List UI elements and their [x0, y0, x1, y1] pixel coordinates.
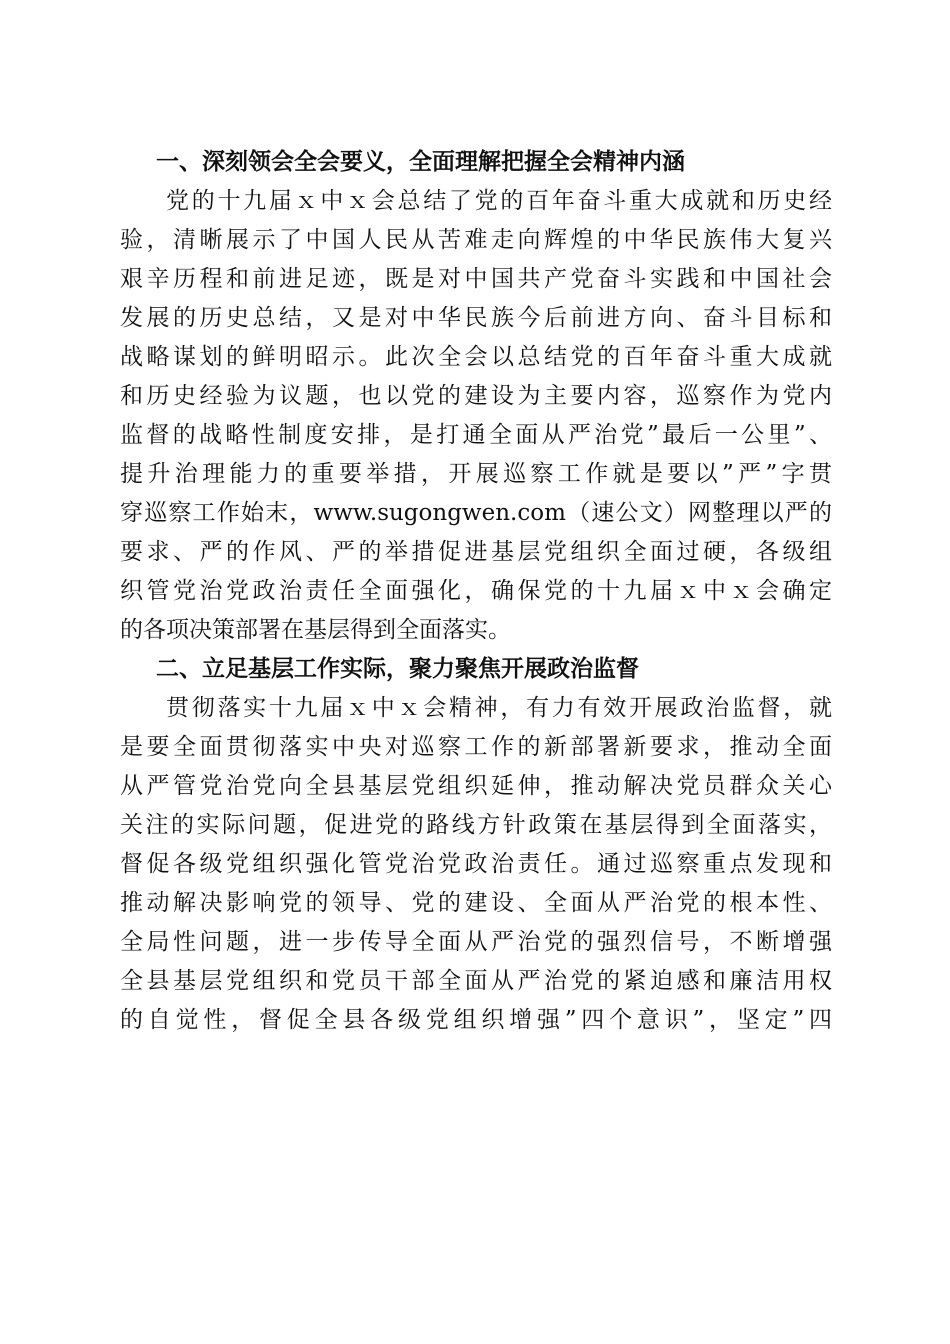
paragraph-line: 织管党治党政治责任全面强化，确保党的十九届ｘ中ｘ会确定	[120, 578, 832, 604]
paragraph-line: 要求、严的作风、严的举措促进基层党组织全面过硬，各级组	[120, 539, 832, 565]
paragraph-line: 战略谋划的鲜明昭示。此次全会以总结党的百年奋斗重大成就	[120, 344, 832, 370]
paragraph-line: 贯彻落实十九届ｘ中ｘ会精神，有力有效开展政治监督，就	[166, 695, 832, 721]
paragraph-line: 推动解决影响党的领导、党的建设、全面从严治党的根本性、	[120, 890, 832, 916]
paragraph-line: 从严管党治党向全县基层党组织延伸，推动解决党员群众关心	[120, 773, 832, 799]
paragraph-line: 全县基层党组织和党员干部全面从严治党的紧迫感和廉洁用权	[120, 968, 832, 994]
paragraph-line: 艰辛历程和前进足迹，既是对中国共产党奋斗实践和中国社会	[120, 266, 832, 292]
paragraph-line: 发展的历史总结，又是对中华民族今后前进方向、奋斗目标和	[120, 305, 832, 331]
paragraph-line: 全局性问题，进一步传导全面从严治党的强烈信号，不断增强	[120, 929, 832, 955]
paragraph-line: 的各项决策部署在基层得到全面落实。	[120, 617, 511, 643]
paragraph-line: 提升治理能力的重要举措，开展巡察工作就是要以”严”字贯	[120, 461, 832, 487]
paragraph-line: 是要全面贯彻落实中央对巡察工作的新部署新要求，推动全面	[120, 734, 832, 760]
paragraph-line: 监督的战略性制度安排，是打通全面从严治党”最后一公里”、	[120, 422, 832, 448]
paragraph-line: 和历史经验为议题，也以党的建设为主要内容，巡察作为党内	[120, 383, 832, 409]
paragraph-line: 党的十九届ｘ中ｘ会总结了党的百年奋斗重大成就和历史经	[166, 188, 832, 214]
paragraph-line: 的自觉性，督促全县各级党组织增强”四个意识”，坚定”四	[120, 1007, 832, 1033]
paragraph-line: 督促各级党组织强化管党治党政治责任。通过巡察重点发现和	[120, 851, 832, 877]
document-body	[120, 143, 832, 1040]
paragraph-line: 验，清晰展示了中国人民从苦难走向辉煌的中华民族伟大复兴	[120, 227, 832, 253]
section-heading-1: 一、深刻领会全会要义，全面理解把握全会精神内涵	[156, 149, 685, 175]
paragraph-line: 穿巡察工作始末，www.sugongwen.com（速公文）网整理以严的	[120, 500, 832, 526]
section-heading-2: 二、立足基层工作实际，聚力聚焦开展政治监督	[156, 656, 639, 682]
paragraph-line: 关注的实际问题，促进党的路线方针政策在基层得到全面落实，	[120, 812, 832, 838]
